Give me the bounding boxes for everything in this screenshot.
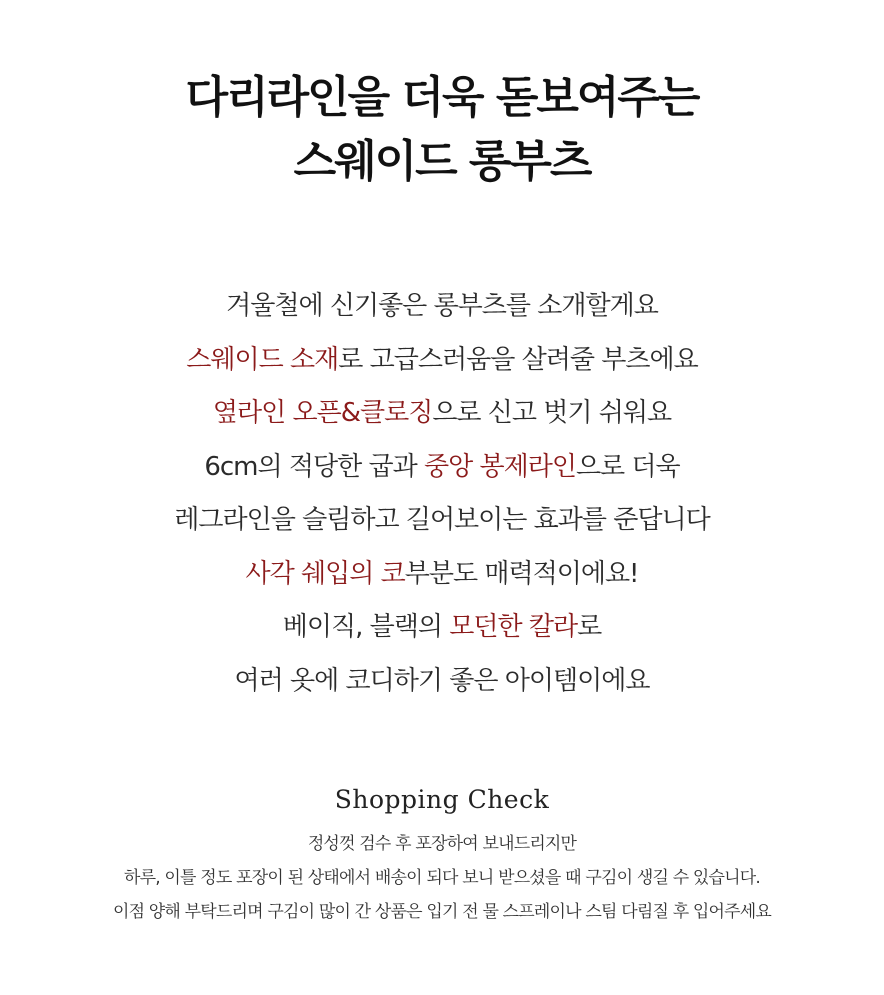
description-line-6	[0, 548, 884, 602]
description-line-8	[0, 655, 884, 709]
headline-line-1: 다리라인을 더욱 돋보여주는	[185, 72, 699, 123]
notice-line-3: 이점 양해 부탁드리며 구김이 많이 간 상품은 입기 전 물 스프레이나 스팀 다림질 후 입어주세요	[112, 902, 772, 922]
notice-line-1: 정성껏 검수 후 포장하여 보내드리지만	[307, 834, 577, 854]
description-text: 로 고급스러움을 살려줄 부츠에요	[338, 344, 698, 375]
shopping-check-notice	[0, 827, 884, 929]
description-highlight: 스웨이드 소재	[186, 344, 339, 375]
description-line-7	[0, 601, 884, 655]
product-description	[0, 280, 884, 708]
description-line-4	[0, 441, 884, 495]
description-text: 6cm의 적당한 굽과	[204, 451, 424, 482]
shopping-check-title: Shopping Check	[334, 785, 550, 814]
description-line-2	[0, 334, 884, 388]
notice-line-2: 하루, 이틀 정도 포장이 된 상태에서 배송이 되다 보니 받으셨을 때 구김이 생길 수 있습니다.	[123, 868, 761, 888]
description-text: 여러 옷에 코디하기 좋은 아이템이에요	[234, 665, 650, 696]
headline-line-2: 스웨이드 롱부츠	[293, 136, 591, 187]
description-highlight: 옆라인 오픈&클로징	[212, 398, 433, 428]
description-text: 로	[577, 612, 602, 642]
description-text: 레그라인을 슬림하고 길어보이는 효과를 준답니다	[174, 505, 710, 535]
description-text: 으로 더욱	[575, 451, 680, 482]
headline	[0, 66, 884, 194]
description-highlight: 모던한 칼라	[449, 612, 578, 642]
description-highlight: 사각 쉐입의 코	[245, 558, 405, 589]
description-highlight: 중앙 봉제라인	[423, 451, 576, 482]
description-line-5	[0, 494, 884, 548]
description-text: 베이직, 블랙의	[282, 612, 450, 642]
description-text: 겨울철에 신기좋은 롱부츠를 소개할게요	[226, 291, 658, 321]
description-text: 부분도 매력적이에요!	[404, 558, 639, 589]
description-text: 으로 신고 벗기 쉬워요	[432, 398, 672, 428]
description-line-1	[0, 280, 884, 334]
description-line-3	[0, 387, 884, 441]
